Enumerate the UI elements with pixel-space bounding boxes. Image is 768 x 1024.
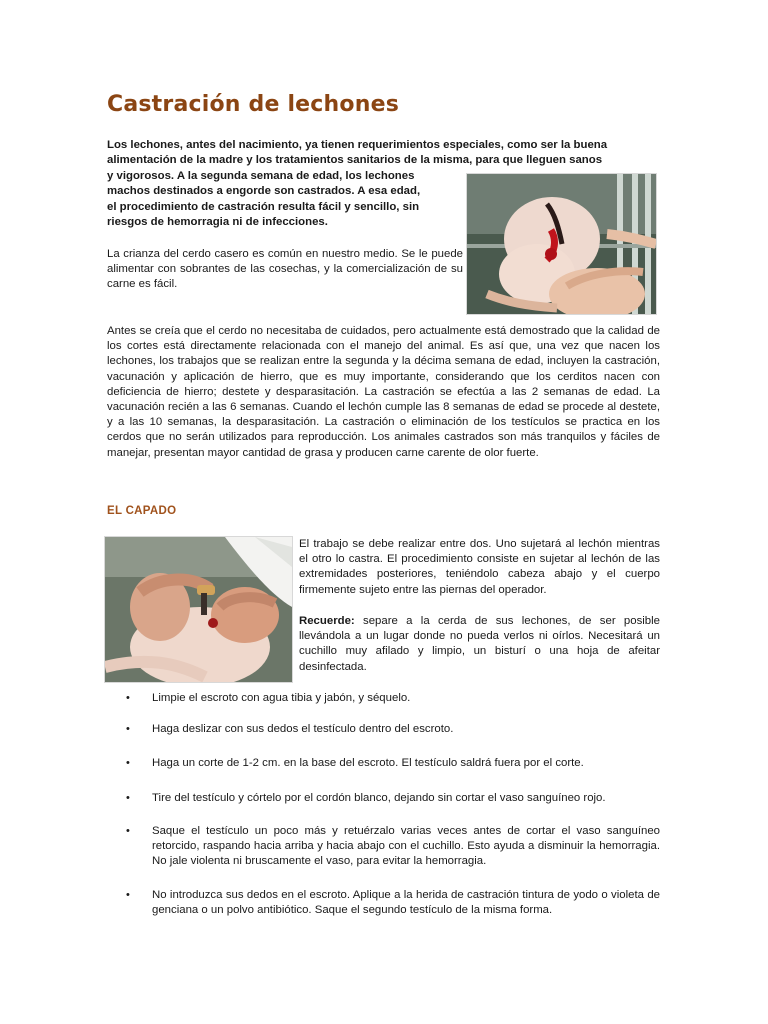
bullet-icon: • (126, 825, 130, 837)
castration-procedure-illustration (105, 537, 292, 682)
bullet-icon: • (126, 889, 130, 901)
bullet-icon: • (126, 757, 130, 769)
intro-line-2: alimentación de la madre y los tratamientos sanitarios de la misma, para que lleguen sanos (107, 154, 603, 167)
castration-photo-closeup (466, 173, 657, 315)
castration-closeup-illustration (467, 174, 656, 314)
list-item (128, 756, 660, 771)
intro-line-6: riesgos de hemorragia ni de infecciones. (107, 216, 328, 229)
list-item (128, 691, 660, 706)
list-item (128, 888, 660, 918)
list-item (128, 824, 660, 870)
step-text: No introduzca sus dedos en el escroto. Aplique a la herida de castración tintura de yodo o violeta de genciana o un polvo antibiótico. Saque el segundo testículo de la misma forma. (152, 889, 660, 917)
bullet-icon: • (126, 692, 130, 704)
step-text: Haga deslizar con sus dedos el testículo dentro del escroto. (152, 723, 454, 735)
list-item (128, 722, 660, 737)
section-heading-el-capado: EL CAPADO (107, 505, 177, 517)
intro-line-4: machos destinados a engorde son castrados. A esa edad, (107, 185, 421, 198)
intro-line-5: el procedimiento de castración resulta fácil y sencillo, sin (107, 200, 420, 213)
antes-paragraph: Antes se creía que el cerdo no necesitaba de cuidados, pero actualmente está demostrado que la calidad de los cortes está directamente relacionada con el manejo del animal. Es así que, una vez que nacen los lechones, los trabajos que se realizan entre la segunda y la décima semana de edad, incluyen la castración, vacunación y aplicación de hierro, que es muy importante, considerando que los cerditos nacen con deficiencia de hierro; destete y desparasitación. La castración se efectúa a las 2 semanas de edad. La vacunación recién a las 6 semanas. Cuando el lechón cumple las 8 semanas de edad se procede al destete, y a las 10 semanas, la desparasitación. La castración o eliminación de los testículos se practica en los cerdos que no serán utilizados para reproducción. Los animales castrados son más tranquilos y fáciles de manejar, presentan mayor cantidad de grasa y producen carne carente de olor fuerte. (107, 325, 660, 459)
crianza-paragraph: La crianza del cerdo casero es común en nuestro medio. Se le puede alimentar con sobrantes de las cosechas, y la comercialización de su carne es fácil. (107, 248, 463, 291)
step-text: Tire del testículo y córtelo por el cordón blanco, dejando sin cortar el vaso sanguíneo rojo. (152, 792, 606, 804)
intro-line-3: y vigorosos. A la segunda semana de edad, los lechones (107, 169, 415, 182)
trabajo-paragraph: El trabajo se debe realizar entre dos. Uno sujetará al lechón mientras el otro lo castra. El procedimiento consiste en sujetar al lechón de las extremidades posteriores, teniéndolo cabeza abajo y el cuerpo firmemente sujeto entre las piernas del operador. (299, 538, 660, 596)
bullet-icon: • (126, 723, 130, 735)
step-text: Limpie el escroto con agua tibia y jabón, y séquelo. (152, 692, 411, 704)
recuerde-paragraph (299, 614, 660, 675)
step-text: Haga un corte de 1-2 cm. en la base del escroto. El testículo saldrá fuera por el corte. (152, 757, 584, 769)
list-item (128, 791, 660, 806)
bullet-icon: • (126, 792, 130, 804)
recuerde-text: separe a la cerda de sus lechones, de ser posible llevándola a un lugar donde no pueda verlos ni oírlos. Necesitará un cuchillo muy afilado y limpio, un bisturí o una hoja de afeitar desinfectada. (299, 615, 661, 673)
castration-photo-procedure (104, 536, 293, 683)
recuerde-label: Recuerde: (299, 615, 355, 627)
step-text: Saque el testículo un poco más y retuérzalo varias veces antes de cortar el vaso sanguíneo retorcido, raspando hacia arriba y hacia abajo con el cuchillo. Esto ayuda a disminuir la hemorragia. No jale violenta ni bruscamente el vaso, para evitar la hemorragia. (152, 825, 660, 868)
intro-line-1: Los lechones, antes del nacimiento, ya tienen requerimientos especiales, como ser la buena (107, 139, 608, 151)
page-title: Castración de lechones (107, 92, 400, 117)
